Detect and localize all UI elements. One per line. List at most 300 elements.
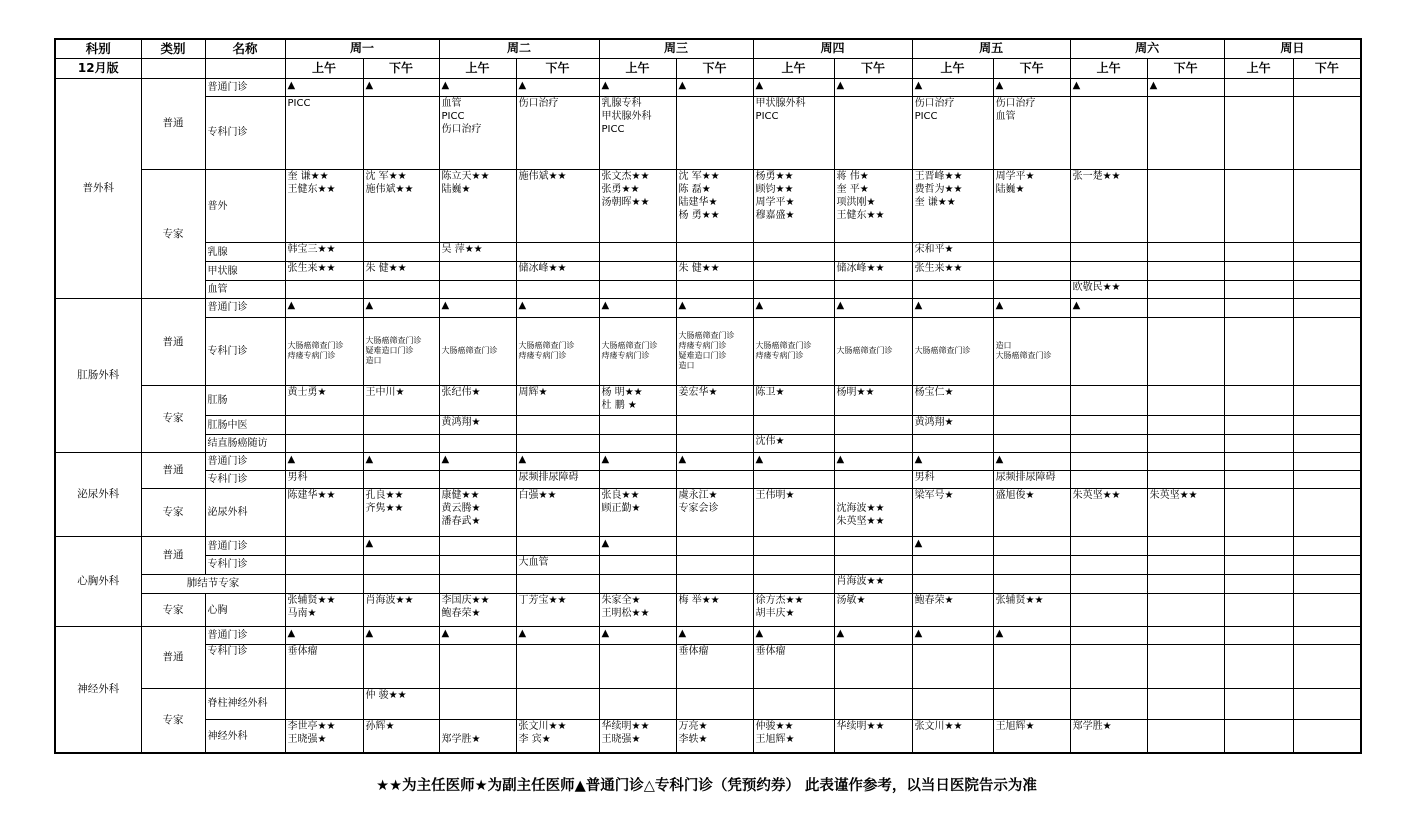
cell-line: 专家会诊 [678,503,719,515]
schedule-cell [753,78,834,96]
cell-line: 张纪伟★ [441,387,481,399]
schedule-cell [993,317,1070,386]
schedule-cell [1293,386,1361,416]
cell-line: 李 宾★ [518,734,551,746]
clinic-name-cell: 专科门诊 [205,470,285,488]
schedule-cell [1070,593,1147,626]
schedule-cell [599,281,676,299]
schedule-row [55,78,1361,96]
schedule-row [55,299,1361,317]
schedule-cell [912,688,993,719]
cell-line: 黄鸿翔★ [441,417,481,429]
schedule-cell [1147,434,1224,452]
cell-line: 伤口治疗 [914,97,955,109]
category-cell: 专家 [141,489,205,537]
schedule-cell [363,242,439,261]
schedule-cell [363,416,439,434]
schedule-cell [834,434,912,452]
cell-line: 李国庆★★ [441,594,490,606]
clinic-name-cell: 血管 [205,281,285,299]
schedule-cell [285,299,363,317]
cell-line: 伤口治疗 [518,97,559,109]
cell-line: 朱 健★★ [678,263,720,275]
schedule-cell [676,720,753,753]
schedule-cell [363,537,439,555]
cell-line: 周辉★ [518,387,548,399]
cell-line: 奎 平★ [836,184,869,196]
schedule-cell [1224,78,1293,96]
cell-line: 杨勇★★ [755,171,794,183]
cell-line: PICC [914,110,938,122]
cell-line: 梅 举★★ [678,594,720,606]
cell-line: ▲ [365,300,374,312]
schedule-cell [1293,299,1361,317]
schedule-cell [676,452,753,470]
schedule-cell [516,593,599,626]
cell-line: 杨明★★ [836,387,875,399]
cell-line: 王伟明★ [755,490,795,502]
schedule-cell [834,574,912,593]
cell-line: 储冰峰★★ [518,263,567,275]
cell-line: 陆建华★ [678,197,718,209]
cell-line: ▲ [365,628,374,640]
schedule-row [55,555,1361,574]
schedule-row [55,470,1361,488]
cell-line: 王晓强★ [601,734,641,746]
schedule-cell [993,720,1070,753]
schedule-cell [439,645,516,688]
day-header-sat: 周六 [1070,39,1224,58]
schedule-cell [1224,720,1293,753]
schedule-cell [599,574,676,593]
cell-line: 李世亭★★ [287,721,336,733]
cell-line: ▲ [995,79,1004,91]
cell-line: 王晋峰★★ [914,171,963,183]
schedule-cell [753,470,834,488]
schedule-cell [676,386,753,416]
cell-line: 大肠癌筛查门诊 [601,341,658,351]
schedule-cell [599,627,676,645]
schedule-cell [1070,262,1147,281]
schedule-cell [912,645,993,688]
cell-line: 张生来★★ [287,263,336,275]
schedule-cell [993,688,1070,719]
schedule-cell [912,78,993,96]
category-cell: 普通 [141,627,205,689]
cell-line: 郑学胜★ [1072,721,1112,733]
schedule-cell [1070,416,1147,434]
outpatient-schedule-table [54,38,1362,754]
schedule-cell [1147,574,1224,593]
schedule-cell [363,386,439,416]
schedule-cell [439,574,516,593]
schedule-cell [516,434,599,452]
cell-line: 张一楚★★ [1072,171,1121,183]
cell-line: 陈立天★★ [441,171,490,183]
schedule-row [55,434,1361,452]
schedule-cell [912,386,993,416]
clinic-name-cell: 乳腺 [205,242,285,261]
schedule-cell [912,720,993,753]
cell-line: 王健东★★ [836,210,885,222]
clinic-name-cell: 专科门诊 [205,96,285,170]
schedule-cell [439,386,516,416]
schedule-cell [516,262,599,281]
schedule-cell [1070,627,1147,645]
cell-line: ▲ [518,300,527,312]
schedule-cell [993,78,1070,96]
clinic-name-cell: 专科门诊 [205,317,285,386]
schedule-cell [363,434,439,452]
schedule-cell [285,489,363,537]
schedule-cell [1293,470,1361,488]
period-header-pm: 下午 [1147,58,1224,78]
cell-line: 顾正勤★ [601,503,641,515]
category-cell: 普通 [141,537,205,574]
schedule-cell [753,489,834,537]
cell-line: ▲ [365,538,374,550]
schedule-cell [753,386,834,416]
cell-line: 疑难造口门诊 [365,346,414,356]
schedule-cell [439,452,516,470]
schedule-cell [676,170,753,243]
schedule-cell [676,317,753,386]
header-row-periods [55,58,1361,78]
cell-line: 仲 骏★★ [365,689,407,701]
schedule-cell [599,299,676,317]
cell-line: 造口 [678,361,695,371]
clinic-name-cell: 结直肠癌随访 [205,434,285,452]
schedule-cell [912,555,993,574]
cell-line: 王明松★★ [601,607,650,619]
schedule-row [55,574,1361,593]
cell-line: 大肠癌筛查门诊 [518,341,575,351]
period-header-pm: 下午 [834,58,912,78]
schedule-cell [599,470,676,488]
schedule-cell [676,78,753,96]
cell-line: 姜宏华★ [678,387,718,399]
schedule-cell [363,78,439,96]
schedule-cell [1147,170,1224,243]
schedule-cell [753,452,834,470]
cell-line: 男科 [287,471,308,483]
cell-line: ▲ [601,79,610,91]
schedule-cell [1070,645,1147,688]
schedule-cell [439,627,516,645]
schedule-cell [1070,720,1147,753]
cell-line: ▲ [1072,300,1081,312]
cell-line: 储冰峰★★ [836,263,885,275]
schedule-cell [363,489,439,537]
schedule-cell [285,688,363,719]
schedule-row [55,688,1361,719]
cell-line: ▲ [914,300,923,312]
schedule-cell [1293,416,1361,434]
schedule-cell [1147,242,1224,261]
cell-line: 项洪刚★ [836,197,876,209]
schedule-cell [285,720,363,753]
cell-line: 痔瘘专病门诊 [755,351,804,361]
cell-line: 马南★ [287,607,317,619]
schedule-cell [1293,574,1361,593]
schedule-cell [363,574,439,593]
cell-line: ▲ [678,79,687,91]
cell-line: 费哲为★★ [914,184,963,196]
schedule-cell [1147,645,1224,688]
schedule-cell [1070,688,1147,719]
header-blank [205,58,285,78]
schedule-cell [912,317,993,386]
schedule-cell [753,574,834,593]
schedule-cell [363,317,439,386]
schedule-cell [1147,688,1224,719]
cell-line: 陈建华★★ [287,490,336,502]
schedule-row [55,281,1361,299]
cell-line [442,720,514,733]
cell-line: 垂体瘤 [755,646,786,658]
cell-line: ▲ [518,453,527,465]
schedule-row [55,386,1361,416]
schedule-cell [1293,242,1361,261]
schedule-cell [1293,720,1361,753]
schedule-row [55,593,1361,626]
schedule-cell [363,452,439,470]
cell-line: 杜 鹏 ★ [601,400,637,412]
cell-line: ▲ [287,300,296,312]
day-header-wed: 周三 [599,39,753,58]
cell-line: 李轶★ [678,734,708,746]
schedule-cell [1070,386,1147,416]
schedule-cell [1293,434,1361,452]
cell-line: ▲ [755,453,764,465]
cell-line: 沈 军★★ [365,171,407,183]
schedule-cell [1147,555,1224,574]
cell-line: 张生来★★ [914,263,963,275]
schedule-cell [1293,78,1361,96]
schedule-cell [912,470,993,488]
schedule-cell [599,688,676,719]
schedule-cell [1224,170,1293,243]
schedule-cell [1293,688,1361,719]
cell-line: 朱英坚★★ [1149,490,1198,502]
schedule-cell [1293,96,1361,170]
cell-line: ▲ [601,628,610,640]
clinic-name-cell: 普通门诊 [205,78,285,96]
schedule-cell [516,96,599,170]
schedule-cell [363,470,439,488]
schedule-cell [285,555,363,574]
schedule-cell [1070,434,1147,452]
cell-line: 鲍春荣★ [914,594,954,606]
cell-line: 大肠癌筛查门诊 [365,336,422,346]
schedule-cell [599,170,676,243]
schedule-cell [599,593,676,626]
cell-line: ▲ [518,79,527,91]
cell-line: 穆嘉盛★ [755,210,795,222]
cell-line: 伤口治疗 [995,97,1036,109]
schedule-cell [993,537,1070,555]
schedule-cell [599,386,676,416]
cell-line: ▲ [441,628,450,640]
schedule-cell [1224,645,1293,688]
schedule-cell [439,537,516,555]
schedule-cell [516,688,599,719]
schedule-cell [676,434,753,452]
schedule-cell [285,627,363,645]
schedule-cell [1070,78,1147,96]
cell-line: 陆巍★ [995,184,1025,196]
schedule-cell [1147,593,1224,626]
schedule-cell [834,489,912,537]
schedule-cell [1070,489,1147,537]
cell-line: 沈 军★★ [678,171,720,183]
schedule-cell [285,470,363,488]
schedule-cell [1224,299,1293,317]
cell-line: PICC [601,123,625,135]
cell-line: 丁芳宝★★ [518,594,567,606]
clinic-name-cell: 普通门诊 [205,452,285,470]
cell-line: ▲ [914,79,923,91]
schedule-cell [285,452,363,470]
day-header-tue: 周二 [439,39,599,58]
schedule-cell [1070,242,1147,261]
cell-line: 陈卫★ [755,387,785,399]
schedule-cell [753,555,834,574]
cell-line: 沈伟★ [755,435,785,447]
cell-line: ▲ [1149,79,1158,91]
schedule-cell [993,555,1070,574]
schedule-cell [834,416,912,434]
cell-line: 甲状腺外科 [601,110,652,122]
clinic-name-cell: 普外 [205,170,285,243]
cell-line: 梁军号★ [914,490,954,502]
schedule-row [55,489,1361,537]
schedule-cell [285,281,363,299]
schedule-cell [1224,317,1293,386]
schedule-cell [834,96,912,170]
schedule-row [55,317,1361,386]
schedule-cell [439,299,516,317]
cell-line: ▲ [836,453,845,465]
schedule-cell [834,720,912,753]
period-header-am: 上午 [1224,58,1293,78]
schedule-cell [516,627,599,645]
schedule-cell [363,720,439,753]
schedule-cell [912,574,993,593]
schedule-cell [599,434,676,452]
cell-line: ▲ [914,628,923,640]
day-header-mon: 周一 [285,39,439,58]
schedule-row [55,720,1361,753]
schedule-cell [1224,537,1293,555]
cell-line: 张辅贤★★ [287,594,336,606]
schedule-cell [516,537,599,555]
cell-line: 杨宝仁★ [914,387,954,399]
cell-line: ▲ [1072,79,1081,91]
cell-line: 张文川★★ [914,721,963,733]
schedule-cell [834,262,912,281]
schedule-cell [285,434,363,452]
header-blank [141,58,205,78]
cell-line: 潘春武★ [441,516,481,528]
period-header-pm: 下午 [993,58,1070,78]
schedule-cell [1224,452,1293,470]
cell-line: 孙辉★ [365,721,395,733]
schedule-cell [1224,242,1293,261]
schedule-cell [363,299,439,317]
schedule-cell [834,242,912,261]
cell-line: 鲍春荣★ [441,607,481,619]
cell-line: 欧敬民★★ [1072,282,1121,294]
cell-line: ▲ [441,79,450,91]
cell-line: 大肠癌筛查门诊 [995,351,1052,361]
schedule-cell [753,96,834,170]
schedule-cell [1224,627,1293,645]
schedule-cell [285,386,363,416]
cell-line: 郑学胜★ [441,734,481,746]
period-header-am: 上午 [285,58,363,78]
schedule-cell [439,281,516,299]
cell-line: ▲ [755,300,764,312]
schedule-cell [1147,317,1224,386]
cell-line: ▲ [365,453,374,465]
clinic-name-cell: 专科门诊 [205,555,285,574]
schedule-cell [753,434,834,452]
clinic-name-cell: 心胸 [205,593,285,626]
cell-line: 顾钧★★ [755,184,794,196]
version-label: 12月版 [55,58,141,78]
category-cell: 专家 [141,688,205,753]
schedule-cell [676,281,753,299]
cell-line: 虞永江★ [678,490,718,502]
schedule-cell [1224,434,1293,452]
schedule-cell [993,434,1070,452]
cell-line: 男科 [914,471,935,483]
schedule-cell [753,688,834,719]
cell-line: 血管 [995,110,1016,122]
schedule-cell [1224,555,1293,574]
schedule-cell [439,242,516,261]
schedule-cell [599,262,676,281]
schedule-row [55,537,1361,555]
schedule-cell [439,555,516,574]
schedule-cell [599,317,676,386]
category-cell: 普通 [141,78,205,170]
schedule-cell [285,537,363,555]
schedule-cell [285,645,363,688]
cell-line: 血管 [441,97,462,109]
cell-line: 周学平★ [995,171,1035,183]
cell-line: 肖海波★★ [836,575,885,587]
schedule-cell [1293,281,1361,299]
period-header-pm: 下午 [1293,58,1361,78]
schedule-cell [834,317,912,386]
schedule-cell [1070,96,1147,170]
category-cell: 普通 [141,299,205,386]
schedule-cell [1147,470,1224,488]
schedule-cell [439,593,516,626]
cell-line: 造口 [995,341,1012,351]
schedule-cell [1147,299,1224,317]
cell-line: 张良★★ [601,490,640,502]
schedule-cell [516,281,599,299]
schedule-cell [912,170,993,243]
schedule-cell [516,645,599,688]
schedule-cell [912,262,993,281]
schedule-cell [1070,537,1147,555]
schedule-cell [834,170,912,243]
cell-line: 张文川★★ [518,721,567,733]
